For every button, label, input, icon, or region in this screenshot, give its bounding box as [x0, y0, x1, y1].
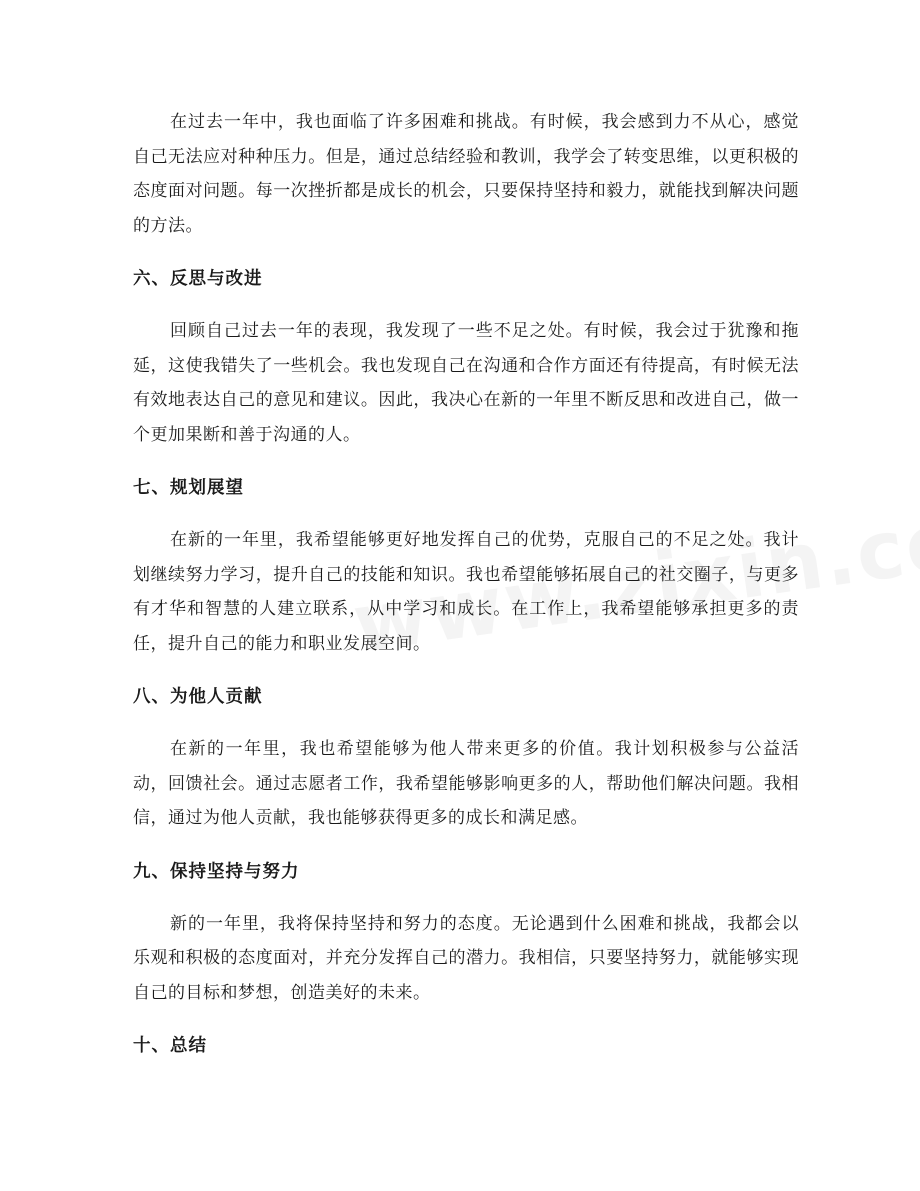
- contribution-paragraph: 在新的一年里，我也希望能够为他人带来更多的价值。我计划积极参与公益活动，回馈社会。通过志愿者工作，我希望能够影响更多的人，帮助他们解决问题。我相信，通过为他人贡献，我也能够获得更多的成长和满足感。: [133, 739, 799, 828]
- perseverance-paragraph: 新的一年里，我将保持坚持和努力的态度。无论遇到什么困难和挑战，我都会以乐观和积极的态度面对，并充分发挥自己的潜力。我相信，只要坚持努力，就能够实现自己的目标和梦想，创造美好的未来。: [133, 913, 799, 1003]
- document-body: [133, 105, 799, 1063]
- planning-paragraph: 在新的一年里，我希望能够更好地发挥自己的优势，克服自己的不足之处。我计划继续努力学习，提升自己的技能和知识。我也希望能够拓展自己的社交圈子，与更多有才华和智慧的人建立联系，从中学习和成长。在工作上，我希望能够承担更多的责任，提升自己的能力和职业发展空间。: [133, 530, 799, 654]
- section-heading-reflection: 六、反思与改进: [133, 269, 263, 289]
- intro-paragraph: 在过去一年中，我也面临了许多困难和挑战。有时候，我会感到力不从心，感觉自己无法应对种种压力。但是，通过总结经验和教训，我学会了转变思维，以更积极的态度面对问题。每一次挫折都是成长的机会，只要保持坚持和毅力，就能找到解决问题的方法。: [133, 112, 799, 236]
- section-heading-summary: 十、总结: [133, 1036, 207, 1056]
- section-heading-contribution: 八、为他人贡献: [133, 687, 263, 707]
- section-heading-planning: 七、规划展望: [133, 478, 244, 498]
- reflection-paragraph: 回顾自己过去一年的表现，我发现了一些不足之处。有时候，我会过于犹豫和拖延，这使我错失了一些机会。我也发现自己在沟通和合作方面还有待提高，有时候无法有效地表达自己的意见和建议。因此，我决心在新的一年里不断反思和改进自己，做一个更加果断和善于沟通的人。: [133, 321, 799, 445]
- section-heading-perseverance: 九、保持坚持与努力: [133, 861, 300, 882]
